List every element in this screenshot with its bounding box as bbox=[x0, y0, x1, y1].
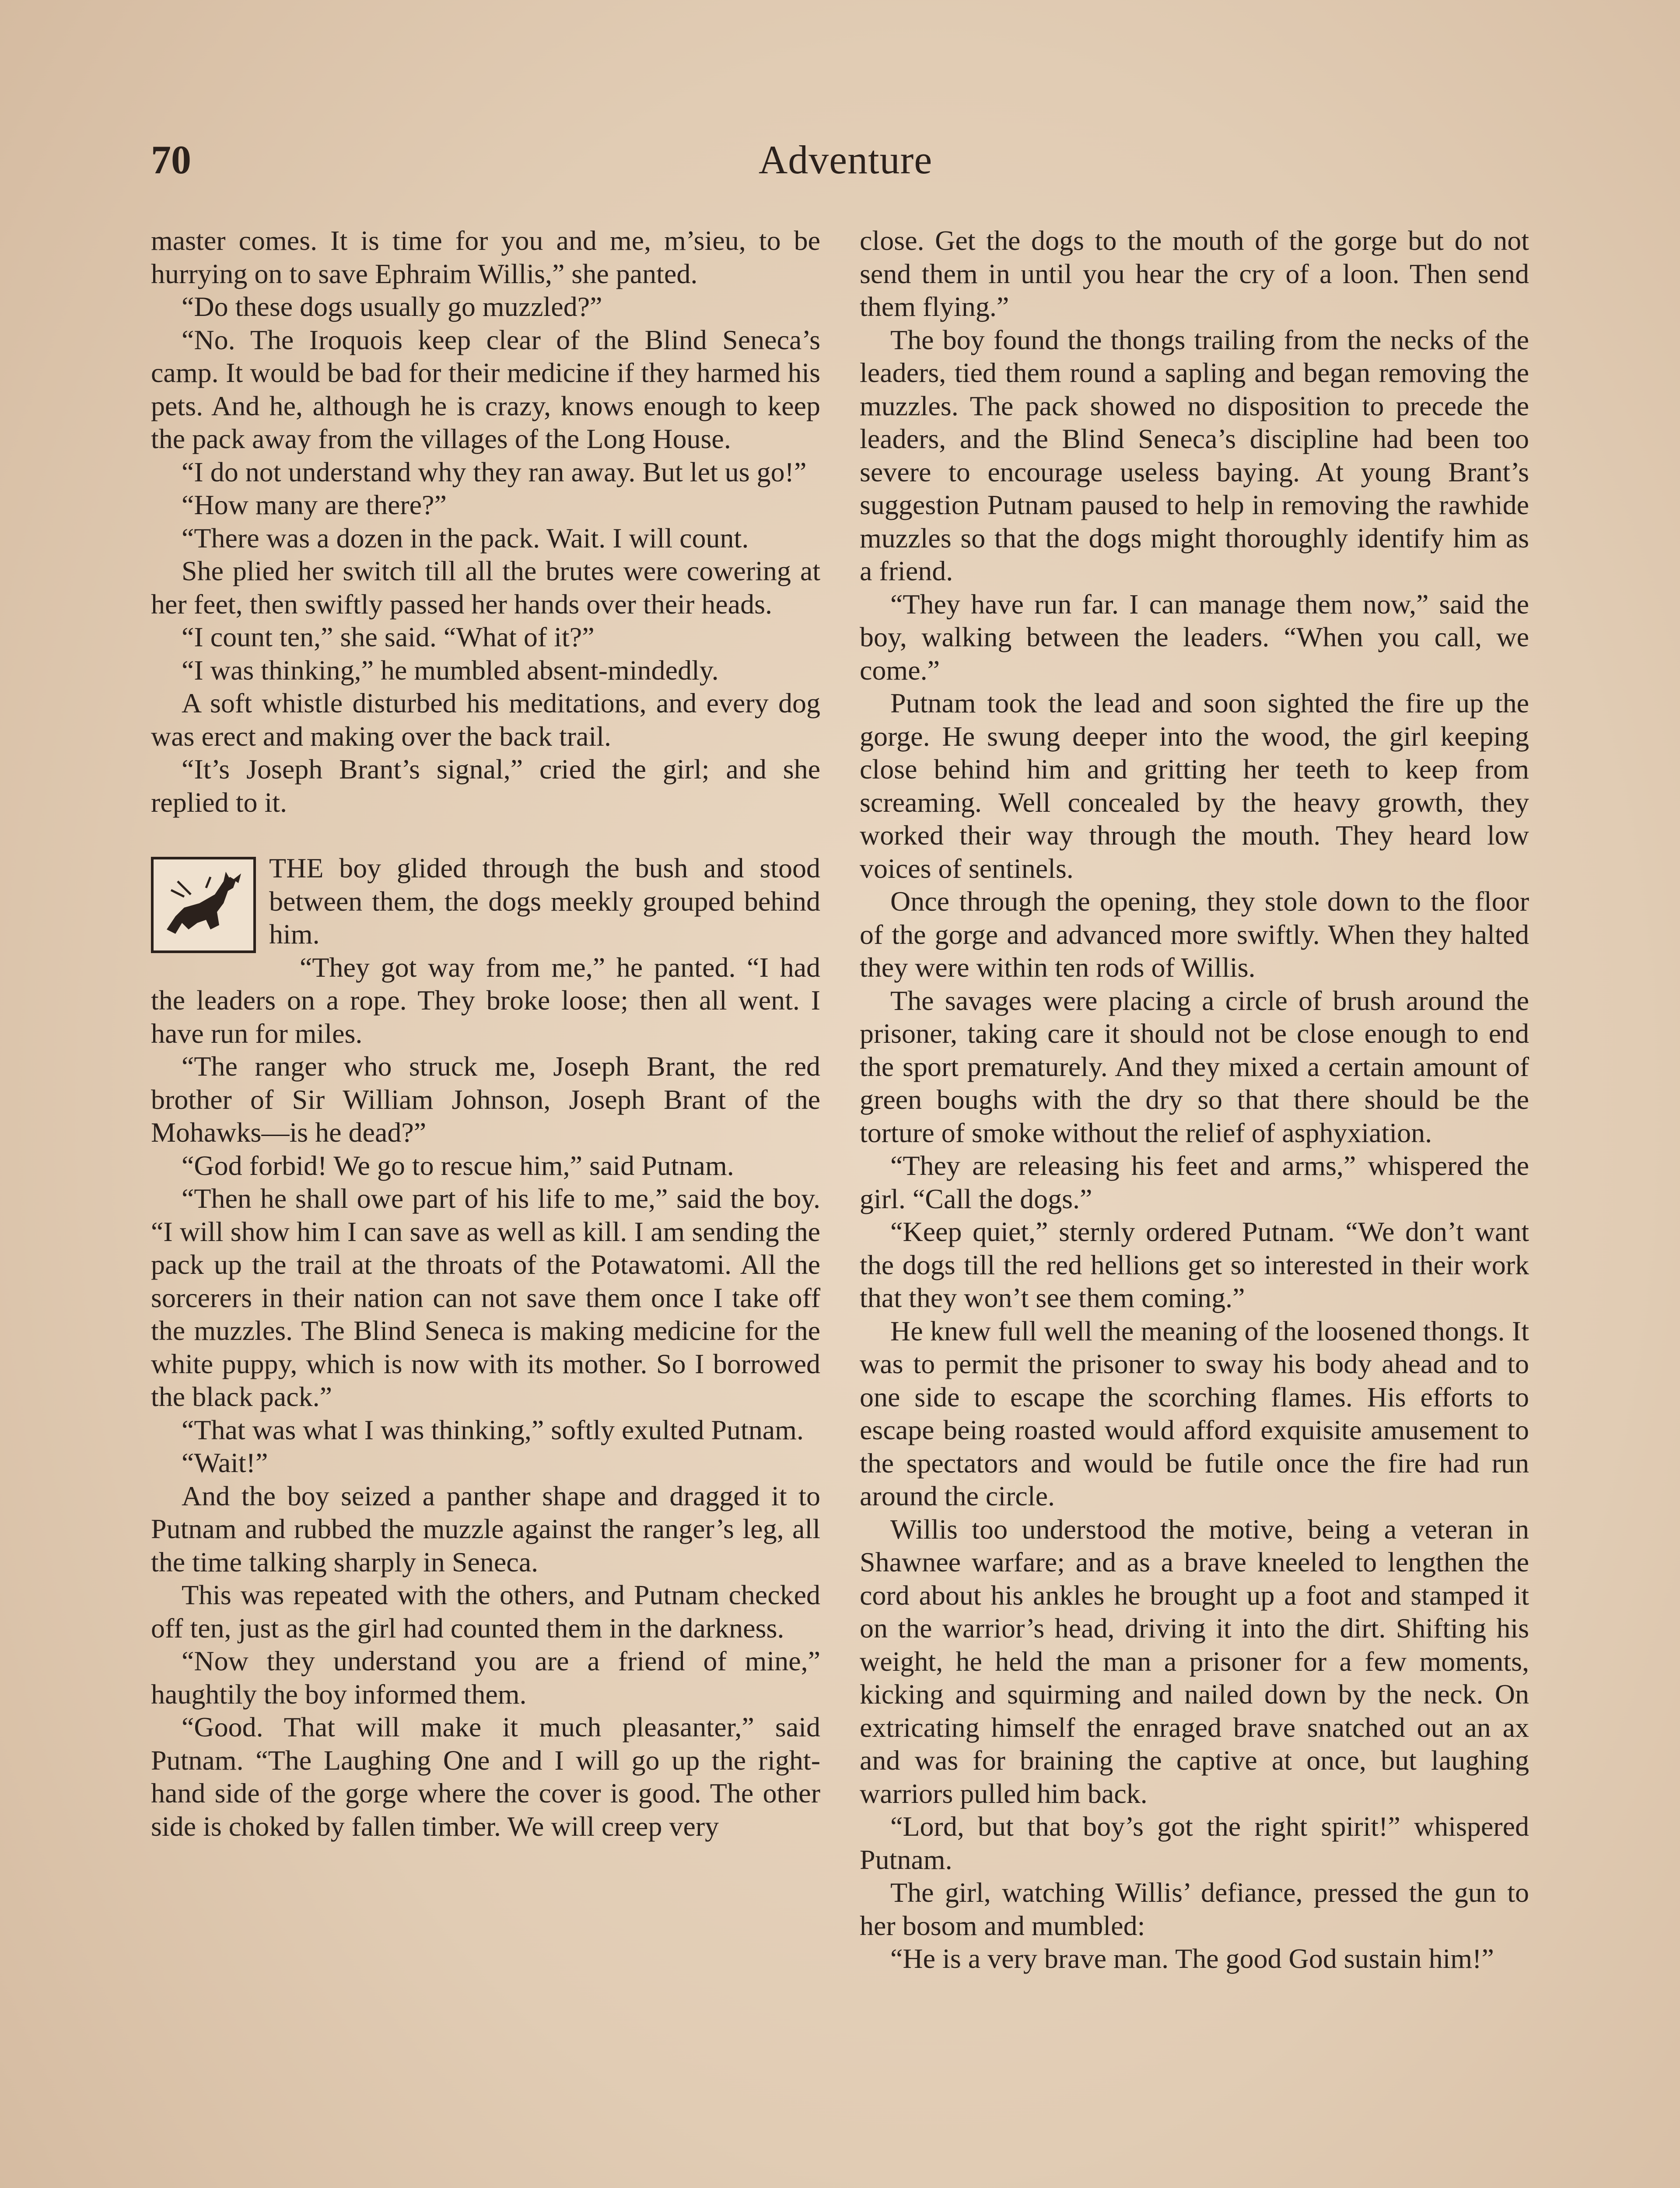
paragraph: THE boy glided through the bush and stood between them, the dogs meekly grouped behind him. bbox=[269, 852, 820, 950]
paragraph: “Wait!” bbox=[182, 1447, 268, 1478]
paragraph: “Keep quiet,” sternly ordered Putnam. “We don’t want the dogs till the red hellions get so interested in their work that they won’t see them coming.” bbox=[860, 1216, 1529, 1313]
paragraph: “I do not understand why they ran away. But let us go!” bbox=[182, 456, 807, 487]
paragraph: Willis too understood the motive, being a veteran in Shawnee warfare; and as a brave kneeled to lengthen the cord about his ankles he brought up a foot and stamped it on the warrior’s head, driving it into the dirt. Shifting his weight, he held the man a prisoner for a few moments, kicking and squirming and nailed down by the neck. On extricating himself the enraged brave snatched out an ax and was for braining the captive at once, but laughing warriors pulled him back. bbox=[860, 1513, 1529, 1809]
paragraph: And the boy seized a panther shape and dragged it to Putnam and rubbed the muzzle against the ranger’s leg, all the time talking sharply in Seneca. bbox=[151, 1480, 820, 1578]
paragraph: “They are releasing his feet and arms,” whispered the girl. “Call the dogs.” bbox=[860, 1150, 1529, 1214]
paragraph: “No. The Iroquois keep clear of the Blind Seneca’s camp. It would be bad for their medicine if they harmed his pets. And he, although he is crazy, knows enough to keep the pack away from the villages of the Long House. bbox=[151, 324, 820, 454]
paragraph: He knew full well the meaning of the loosened thongs. It was to permit the prisoner to sway his body ahead and to one side to escape the scorching flames. His efforts to escape being roasted would afford exquisite amusement to the spectators and would be futile once the fire had run around the circle. bbox=[860, 1315, 1529, 1511]
paragraph: “Lord, but that boy’s got the right spirit!” whispered Putnam. bbox=[860, 1811, 1529, 1875]
paragraph: Putnam took the lead and soon sighted the fire up the gorge. He swung deeper into the wood, the girl keeping close behind him and gritting her teeth to keep from screaming. Well concealed by the heavy growth, they worked their way through the mouth. They heard low voices of sentinels. bbox=[860, 687, 1529, 884]
paragraph: “God forbid! We go to rescue him,” said Putnam. bbox=[182, 1150, 734, 1181]
page-header bbox=[151, 127, 1540, 193]
running-title: Adventure bbox=[758, 137, 933, 182]
paragraph: “That was what I was thinking,” softly exulted Putnam. bbox=[182, 1414, 804, 1445]
panther-illustration-icon bbox=[151, 857, 256, 953]
paragraph: The girl, watching Willis’ defiance, pressed the gun to her bosom and mumbled: bbox=[860, 1877, 1529, 1941]
paragraph: “I was thinking,” he mumbled absent-mindedly. bbox=[182, 654, 719, 686]
paragraph: “I count ten,” she said. “What of it?” bbox=[182, 621, 595, 652]
paragraph: She plied her switch till all the brutes were cowering at her feet, then swiftly passed her hands over their heads. bbox=[151, 555, 820, 620]
paragraph: “The ranger who struck me, Joseph Brant, the red brother of Sir William Johnson, Joseph Brant of the Mohawks—is he dead?” bbox=[151, 1051, 820, 1148]
paragraph: “They got way from me,” he panted. “I had the leaders on a rope. They broke loose; then all went. I have run for miles. bbox=[151, 951, 820, 1049]
paragraph: The savages were placing a circle of brush around the prisoner, taking care it should not be close enough to end the sport prematurely. And they mixed a certain amount of green boughs with the dry so that there should be the torture of smoke without the relief of asphyxiation. bbox=[860, 985, 1529, 1148]
page-number: 70 bbox=[151, 137, 191, 182]
paragraph: “Do these dogs usually go muzzled?” bbox=[182, 291, 602, 322]
left-column bbox=[151, 224, 820, 1843]
paragraph: “Good. That will make it much pleasanter,” said Putnam. “The Laughing One and I will go up the right-hand side of the gorge where the cover is good. The other side is choked by fallen timber. We will creep very bbox=[151, 1711, 820, 1842]
paragraph: “Now they understand you are a friend of mine,” haughtily the boy informed them. bbox=[151, 1645, 820, 1710]
paragraph: “Then he shall owe part of his life to me,” said the boy. “I will show him I can save as well as kill. I am sending the pack up the trail at the throats of the Potawatomi. All the sorcerers in their nation can not save them once I take off the muzzles. The Blind Seneca is making medicine for the white puppy, which is now with its mother. So I borrowed the black pack.” bbox=[151, 1183, 820, 1412]
paragraph: The boy found the thongs trailing from the necks of the leaders, tied them round a sapling and began removing the muzzles. The pack showed no disposition to precede the leaders, and the Blind Seneca’s discipline had been too severe to encourage useless baying. At young Brant’s suggestion Putnam paused to help in removing the rawhide muzzles so that the dogs might thoroughly identify him as a friend. bbox=[860, 324, 1529, 586]
paragraph: “It’s Joseph Brant’s signal,” cried the girl; and she replied to it. bbox=[151, 754, 820, 818]
paragraph: This was repeated with the others, and Putnam checked off ten, just as the girl had counted them in the darkness. bbox=[151, 1579, 820, 1644]
section-opening bbox=[151, 852, 820, 951]
paragraph: A soft whistle disturbed his meditations, and every dog was erect and making over the back trail. bbox=[151, 687, 820, 752]
paragraph: master comes. It is time for you and me, m’sieu, to be hurrying on to save Ephraim Willis,” she panted. bbox=[151, 225, 820, 289]
paragraph: Once through the opening, they stole down to the floor of the gorge and advanced more swiftly. When they halted they were within ten rods of Willis. bbox=[860, 886, 1529, 983]
paragraph: “There was a dozen in the pack. Wait. I will count. bbox=[182, 522, 749, 554]
paragraph: close. Get the dogs to the mouth of the gorge but do not send them in until you hear the cry of a loon. Then send them flying.” bbox=[860, 225, 1529, 322]
panther-silhouette-icon bbox=[158, 864, 249, 946]
right-column bbox=[860, 224, 1529, 1975]
paragraph: “He is a very brave man. The good God sustain him!” bbox=[890, 1943, 1494, 1974]
paragraph: “How many are there?” bbox=[182, 489, 447, 520]
paragraph: “They have run far. I can manage them now,” said the boy, walking between the leaders. “When you call, we come.” bbox=[860, 588, 1529, 686]
